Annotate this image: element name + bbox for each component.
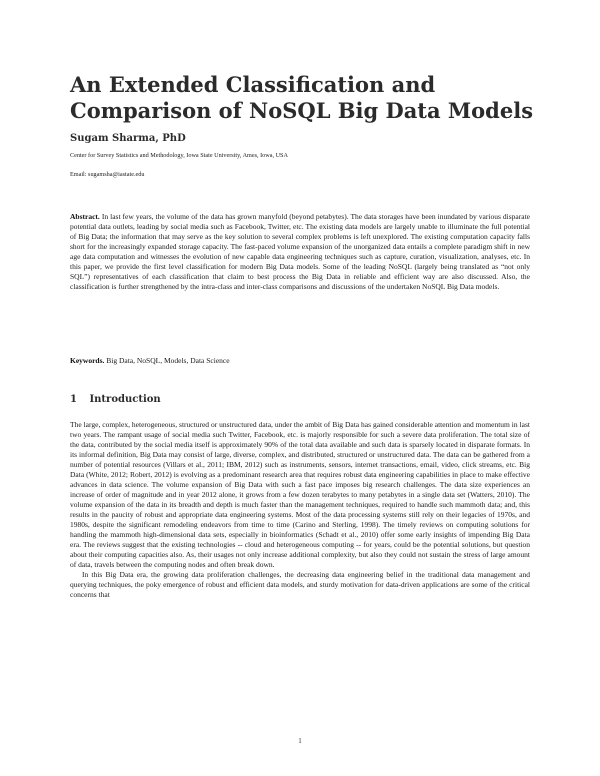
keywords-label: Keywords.	[70, 356, 105, 365]
section-body	[70, 420, 530, 600]
section-title: Introduction	[89, 394, 161, 405]
author-affiliation: Center for Survey Statistics and Methodology, Iowa State University, Ames, Iowa, USA	[70, 152, 288, 159]
abstract-label: Abstract.	[70, 212, 100, 221]
abstract	[70, 212, 530, 292]
paper-title: An Extended Classification and Comparison of NoSQL Big Data Models	[70, 72, 534, 123]
author-email: Email: sugamsha@iastate.edu	[70, 171, 145, 178]
section-heading	[70, 394, 161, 405]
abstract-text: In last few years, the volume of the data has grown manyfold (beyond petabytes). The data storages have been inundated by various disparate potential data outlets, leading by social media such as Facebook, Twitter, etc. The existing data models are largely unable to illuminate the full potential of Big Data; the information that may serve as the key solution to several complex problems is left unexplored. The existing computation capacity falls short for the increasingly expanded storage capacity. The fast-paced volume expansion of the unorganized data entails a complete paradigm shift in new age data computation and witnesses the evolution of new capable data engineering techniques such as capture, curation, visualization, analyses, etc. In this paper, we provide the first level classification for modern Big Data models. Some of the leading NoSQL (largely being translated as “not only SQL”) representatives of each classification that claim to best process the Big Data in reliable and efficient way are also discussed. Also, the classification is further strengthened by the intra-class and inter-class comparisons and discussions of the undertaken NoSQL Big Data models.	[70, 212, 530, 291]
body-paragraph: In this Big Data era, the growing data proliferation challenges, the decreasing data engineering belief in the traditional data management and querying techniques, the poky emergence of robust and efficient data models, and sturdy motivation for data-driven applications are some of the critical concerns that	[70, 570, 530, 599]
section-number: 1	[70, 394, 77, 405]
author-name: Sugam Sharma, PhD	[70, 133, 186, 144]
keywords	[70, 356, 530, 365]
page-number: 1	[298, 737, 302, 745]
body-paragraph: The large, complex, heterogeneous, structured or unstructured data, under the ambit of Big Data has gained considerable attention and momentum in last two years. The rampant usage of social media such Twitter, Facebook, etc. is majorly responsible for such a severe data proliferation. The total size of the data, contributed by the social media itself is approximately 90% of the total data available and such data is sparsely located in disparate formats. In its informal definition, Big Data may consist of large, diverse, complex, and distributed, structured or unstructured data. The data can be gathered from a number of potential resources (Villars et al., 2011; IBM, 2012) such as instruments, sensors, internet transactions, email, video, click streams, etc. Big Data (White, 2012; Robert, 2012) is evolving as a predominant research area that requires robust data engineering capabilities in place to make effective advances in data science. The volume expansion of Big Data with such a fast pace imposes big research challenges. The data size experiences an increase of order of magnitude and in year 2012 alone, it grows from a few dozen terabytes to many petabytes in a single data set (Watters, 2010). The volume expansion of the data in its breadth and depth is much faster than the management techniques, required to handle such mammoth data; and, this results in the paucity of robust and appropriate data engineering systems. Most of the data processing systems still rely on their legacies of 1970s, and 1980s, despite the significant remodeling endeavors from time to time (Carino and Sterling, 1998). The timely reviews on computing solutions for handling the mammoth high-dimensional data sets, especially in bioinformatics (Schadt et al., 2010) offer some early insights of impending Big Data era. The reviews suggest that the existing technologies -- cloud and heterogeneous computing -- for years, could be the potential solutions, but question about their computing capacities also. As, their usages not only increase additional complexity, but also they could not sustain the stress of large amount of data, travels between the computing nodes and often break down.	[70, 420, 530, 569]
keywords-text: Big Data, NoSQL, Models, Data Science	[106, 356, 230, 365]
